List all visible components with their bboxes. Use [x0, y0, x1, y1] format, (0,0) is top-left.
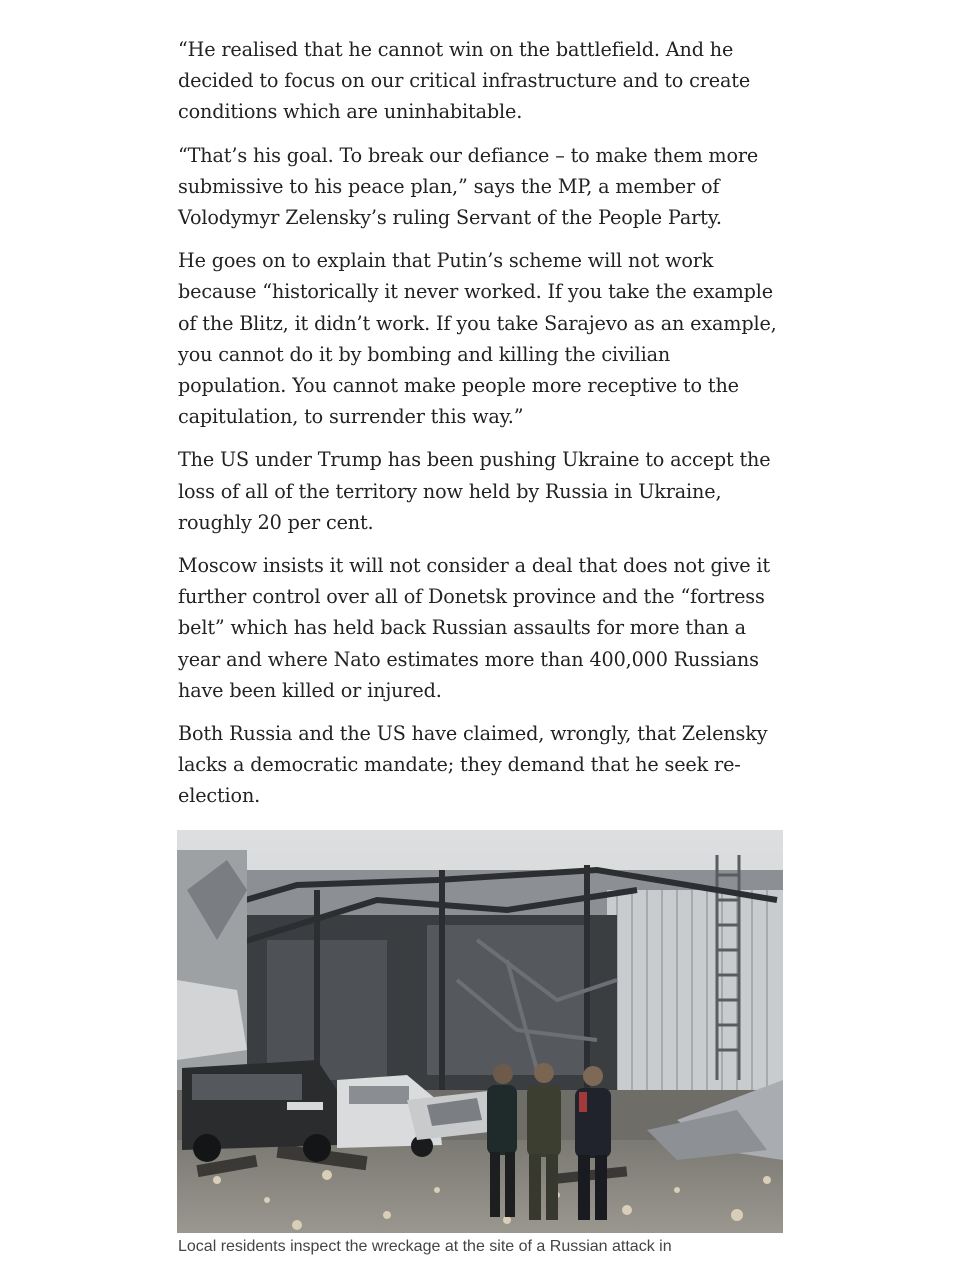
article-paragraph: “He realised that he cannot win on the battlefield. And he decided to focus on our critical infrastructure and to create conditions which are uninhabitable. [178, 38, 751, 124]
article-body [178, 34, 784, 824]
article-paragraph: He goes on to explain that Putin’s scheme will not work because “historically it never worked. If you take the example of the Blitz, it didn’t work. If you take Sarajevo as an example, you cannot do it by bombing and killing the civilian population. You cannot make people more receptive to the capitulation, to surrender this way.” [178, 249, 777, 429]
article-paragraph: Both Russia and the US have claimed, wrongly, that Zelensky lacks a democratic mandate; they demand that he seek re-election. [178, 722, 768, 808]
article-photo [177, 830, 783, 1233]
article-paragraph: “That’s his goal. To break our defiance – to make them more submissive to his peace plan,” says the MP, a member of Volodymyr Zelensky’s ruling Servant of the People Party. [178, 143, 759, 230]
photo-caption: Local residents inspect the wreckage at the site of a Russian attack in [178, 1238, 672, 1255]
article-paragraph: The US under Trump has been pushing Ukraine to accept the loss of all of the territory now held by Russia in Ukraine, roughly 20 per cent. [178, 448, 771, 534]
article-paragraph: Moscow insists it will not consider a deal that does not give it further control over all of Donetsk province and the “fortress belt” which has held back Russian assaults for more than a year and where Nato estimates more than 400,000 Russians have been killed or injured. [178, 554, 770, 702]
destroyed-building-photo [177, 830, 783, 1233]
dark-suv [182, 1060, 337, 1162]
